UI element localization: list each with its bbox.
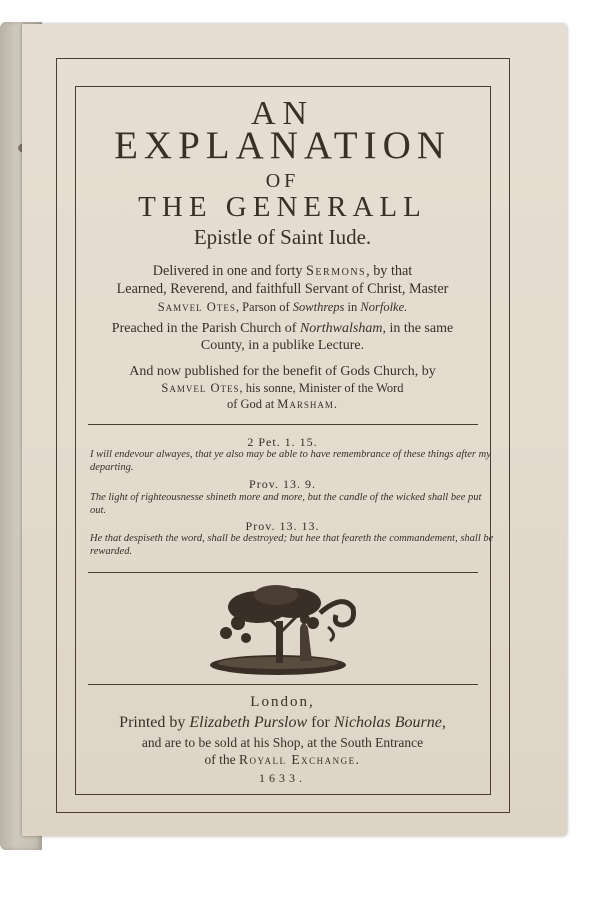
scripture-quote: He that despiseth the word, shall be destroyed; but hee that feareth the commandement, shall be rewarded. [90, 533, 494, 557]
text: And now published for the benefit of Gods Church, by [129, 364, 436, 379]
title-line-epistle: Epistle of Saint Iude. [193, 225, 372, 249]
title-line-an: AN [250, 95, 315, 132]
place-name: Norfolke. [360, 300, 408, 314]
text: , by that [366, 263, 413, 279]
title-line-explanation: EXPLANATION [114, 124, 451, 167]
text: Delivered in one and forty [152, 263, 307, 279]
scripture-ref: Prov. 13. 9. [249, 477, 316, 491]
place-name: Marsham. [277, 397, 339, 411]
text: Learned, Reverend, and faithfull Servant of Christ, Master [116, 281, 449, 297]
imprint-city: London, [250, 694, 315, 710]
description-preached [80, 320, 485, 354]
scripture-quote: I will endevour alwayes, that ye also may be able to have remembrance of these things after my departing. [90, 449, 491, 473]
tree-printers-device-icon [208, 583, 358, 678]
text: County, in a publike Lecture. [200, 338, 365, 353]
imprint-year: 1633. [259, 771, 306, 785]
author-name: Samvel Otes [161, 381, 240, 395]
scripture-quote: The light of righteousnesse shineth more and more, but the candle of the wicked shall bee put out. [90, 492, 482, 516]
text: for [307, 714, 334, 731]
imprint-exchange [80, 752, 485, 768]
scripture-ref: 2 Pet. 1. 15. [247, 435, 318, 449]
text: in [344, 300, 361, 314]
text: Printed by [119, 714, 190, 731]
text: , in the same [382, 321, 454, 336]
title-line-of: OF [265, 170, 300, 192]
author-name: Samvel Otes [157, 300, 236, 314]
imprint-shop: and are to be sold at his Shop, at the South Entrance [141, 735, 424, 750]
divider-rule [88, 572, 478, 573]
imprint-printer [80, 713, 485, 732]
bookseller-name: Nicholas Bourne, [333, 714, 446, 731]
printer-name: Elizabeth Purslow [189, 714, 308, 731]
title-line-generall: THE GENERALL [138, 191, 427, 223]
place-name: Royall Exchange. [239, 752, 361, 767]
place-name: Northwalsham [299, 321, 383, 336]
text: , Parson of [235, 300, 293, 314]
description-published [80, 364, 485, 412]
text: of the [204, 752, 239, 767]
text: of God at [226, 397, 278, 411]
text: Preached in the Parish Church of [111, 321, 300, 336]
description-sermons [80, 262, 485, 316]
divider-rule [88, 684, 478, 685]
place-name: Sowthreps [292, 300, 345, 314]
text: , his sonne, Minister of the Word [239, 381, 404, 395]
divider-rule [88, 424, 478, 425]
text: Sermons [306, 263, 367, 279]
scripture-ref: Prov. 13. 13. [245, 519, 320, 533]
